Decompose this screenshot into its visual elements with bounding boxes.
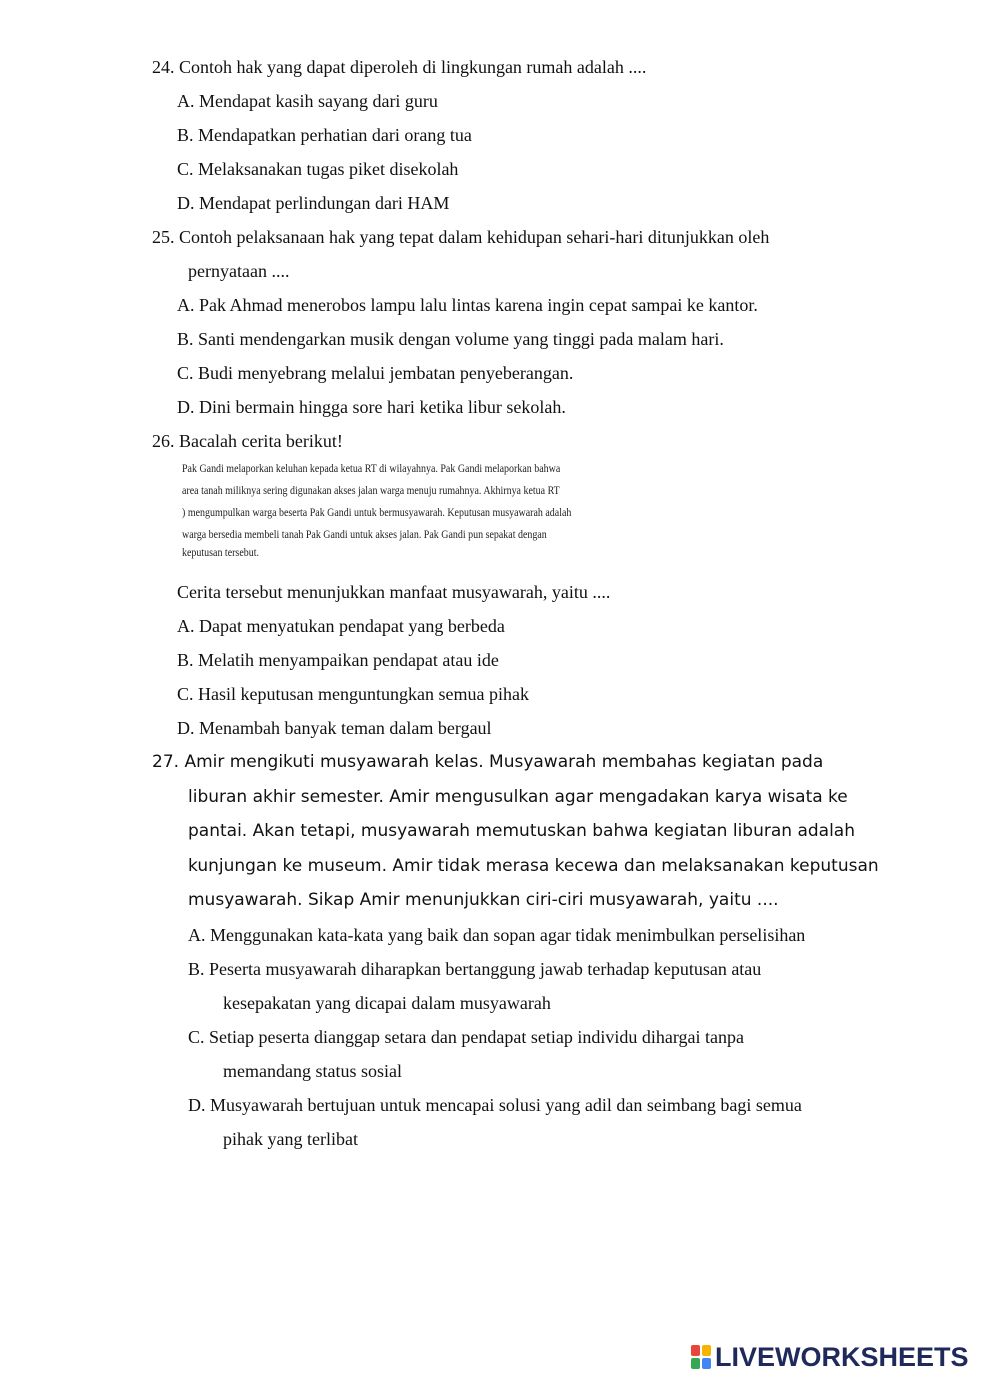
q27-option-c-cont[interactable]: memandang status sosial bbox=[223, 1061, 402, 1081]
q26-story-image bbox=[182, 458, 572, 570]
logo-square bbox=[691, 1345, 700, 1356]
story-line: keputusan tersebut. bbox=[182, 546, 259, 559]
story-line: ) mengumpulkan warga beserta Pak Gandi untuk bermusyawarah. Keputusan musyawarah adalah bbox=[182, 506, 572, 519]
q27-question-line5: musyawarah. Sikap Amir menunjukkan ciri-ciri musyawarah, yaitu .... bbox=[188, 890, 779, 910]
q27-question-line1: 27. Amir mengikuti musyawarah kelas. Musyawarah membahas kegiatan pada bbox=[152, 752, 824, 772]
story-line: area tanah miliknya sering digunakan akses jalan warga menuju rumahnya. Akhirnya ketua RT bbox=[182, 484, 560, 497]
q25-option-b[interactable]: B. Santi mendengarkan musik dengan volume yang tinggi pada malam hari. bbox=[177, 329, 724, 349]
q27-option-b-cont[interactable]: kesepakatan yang dicapai dalam musyawarah bbox=[223, 993, 551, 1013]
q25-option-d[interactable]: D. Dini bermain hingga sore hari ketika libur sekolah. bbox=[177, 397, 566, 417]
q26-instruction: 26. Bacalah cerita berikut! bbox=[152, 431, 343, 451]
q26-option-c[interactable]: C. Hasil keputusan menguntungkan semua pihak bbox=[177, 684, 529, 704]
q25-option-a[interactable]: A. Pak Ahmad menerobos lampu lalu lintas karena ingin cepat sampai ke kantor. bbox=[177, 295, 758, 315]
q25-option-c[interactable]: C. Budi menyebrang melalui jembatan penyeberangan. bbox=[177, 363, 574, 383]
logo-square bbox=[691, 1358, 700, 1369]
logo-square bbox=[702, 1358, 711, 1369]
q26-option-d[interactable]: D. Menambah banyak teman dalam bergaul bbox=[177, 718, 492, 738]
q25-question-line1: 25. Contoh pelaksanaan hak yang tepat dalam kehidupan sehari-hari ditunjukkan oleh bbox=[152, 227, 770, 247]
logo-text: LIVEWORKSHEETS bbox=[715, 1341, 969, 1372]
q27-question-line3: pantai. Akan tetapi, musyawarah memutuskan bahwa kegiatan liburan adalah bbox=[188, 821, 856, 841]
q27-option-a[interactable]: A. Menggunakan kata-kata yang baik dan sopan agar tidak menimbulkan perselisihan bbox=[188, 925, 806, 945]
q26-option-a[interactable]: A. Dapat menyatukan pendapat yang berbeda bbox=[177, 616, 505, 636]
q27-question-line2: liburan akhir semester. Amir mengusulkan agar mengadakan karya wisata ke bbox=[188, 787, 848, 807]
q26-question: Cerita tersebut menunjukkan manfaat musyawarah, yaitu .... bbox=[177, 582, 611, 602]
q24-option-a[interactable]: A. Mendapat kasih sayang dari guru bbox=[177, 91, 438, 111]
q26-option-b[interactable]: B. Melatih menyampaikan pendapat atau ide bbox=[177, 650, 499, 670]
q27-question-line4: kunjungan ke museum. Amir tidak merasa kecewa dan melaksanakan keputusan bbox=[188, 856, 879, 876]
q27-option-d[interactable]: D. Musyawarah bertujuan untuk mencapai solusi yang adil dan seimbang bagi semua bbox=[188, 1095, 802, 1115]
q27-option-d-cont[interactable]: pihak yang terlibat bbox=[223, 1129, 358, 1149]
q27-option-c[interactable]: C. Setiap peserta dianggap setara dan pendapat setiap individu dihargai tanpa bbox=[188, 1027, 744, 1047]
q27-option-b[interactable]: B. Peserta musyawarah diharapkan bertanggung jawab terhadap keputusan atau bbox=[188, 959, 762, 979]
q24-option-d[interactable]: D. Mendapat perlindungan dari HAM bbox=[177, 193, 450, 213]
q24-option-c[interactable]: C. Melaksanakan tugas piket disekolah bbox=[177, 159, 459, 179]
q24-option-b[interactable]: B. Mendapatkan perhatian dari orang tua bbox=[177, 125, 472, 145]
q24-question: 24. Contoh hak yang dapat diperoleh di lingkungan rumah adalah .... bbox=[152, 57, 647, 77]
story-line: Pak Gandi melaporkan keluhan kepada ketua RT di wilayahnya. Pak Gandi melaporkan bahwa bbox=[182, 462, 561, 475]
story-line: warga bersedia membeli tanah Pak Gandi untuk akses jalan. Pak Gandi pun sepakat dengan bbox=[182, 528, 547, 541]
liveworksheets-logo[interactable] bbox=[691, 1342, 969, 1372]
logo-square bbox=[702, 1345, 711, 1356]
q25-question-line2: pernyataan .... bbox=[188, 261, 290, 281]
logo-grid-icon bbox=[691, 1345, 711, 1369]
